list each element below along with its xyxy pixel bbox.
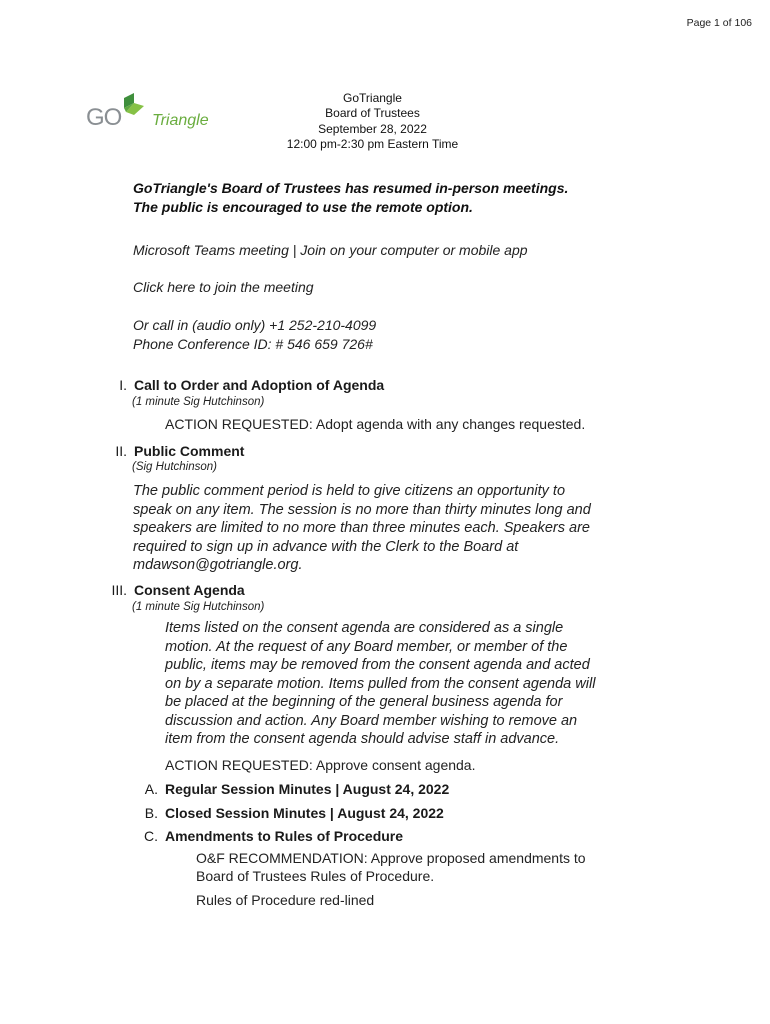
- description-line: required to sign up in advance with the Clerk to the Board at: [133, 538, 519, 555]
- description-line: on by a separate motion. Items pulled from the consent agenda will: [165, 675, 596, 692]
- section-title: Consent Agenda: [134, 582, 245, 598]
- rules-redlined-link[interactable]: Rules of Procedure red-lined: [196, 892, 375, 908]
- description-line: motion. At the request of any Board member, or member of the: [165, 638, 568, 655]
- page-indicator: Page 1 of 106: [686, 17, 752, 29]
- description-line: speak on any item. The session is no more than thirty minutes long and: [133, 501, 591, 518]
- subitem-closed-minutes[interactable]: Closed Session Minutes | August 24, 2022: [165, 805, 444, 821]
- consent-agenda-description: [165, 619, 615, 749]
- section-number: II.: [115, 443, 127, 459]
- notice-line-2: The public is encouraged to use the remote option.: [133, 199, 473, 215]
- conference-id-text: Phone Conference ID: # 546 659 726#: [133, 336, 373, 352]
- header-org: GoTriangle: [343, 91, 402, 105]
- subitem-regular-minutes[interactable]: Regular Session Minutes | August 24, 2022: [165, 781, 450, 797]
- join-meeting-link[interactable]: Click here to join the meeting: [133, 279, 314, 295]
- description-line: item from the consent agenda should advise staff in advance.: [165, 731, 560, 747]
- section-presenter: (1 minute Sig Hutchinson): [132, 601, 265, 613]
- action-requested: ACTION REQUESTED: Approve consent agenda.: [165, 757, 476, 773]
- description-line: mdawson@gotriangle.org.: [133, 557, 303, 573]
- subitem-letter: B.: [144, 805, 158, 821]
- header-time: 12:00 pm-2:30 pm Eastern Time: [286, 137, 459, 151]
- notice-line-1: GoTriangle's Board of Trustees has resumed in-person meetings.: [133, 180, 569, 196]
- teams-meeting-text: Microsoft Teams meeting | Join on your computer or mobile app: [133, 242, 528, 258]
- subitem-letter: A.: [144, 781, 158, 797]
- section-title: Call to Order and Adoption of Agenda: [134, 377, 385, 393]
- public-comment-description: [133, 482, 613, 575]
- action-requested: ACTION REQUESTED: Adopt agenda with any changes requested.: [165, 416, 586, 432]
- call-in-text: Or call in (audio only) +1 252-210-4099: [133, 317, 377, 333]
- description-line: be placed at the beginning of the general business agenda for: [165, 694, 563, 710]
- header-board: Board of Trustees: [325, 106, 420, 120]
- section-title: Public Comment: [134, 443, 245, 459]
- logo-go-text: GO: [86, 104, 122, 131]
- section-presenter: (1 minute Sig Hutchinson): [132, 396, 265, 408]
- description-line: speakers are limited to no more than three minutes each. Speakers are: [133, 520, 590, 536]
- subitem-rules-amendments[interactable]: Amendments to Rules of Procedure: [165, 828, 404, 844]
- subitem-letter: C.: [144, 828, 158, 844]
- description-line: discussion and action. Any Board member wishing to remove an: [165, 712, 578, 729]
- section-number: I.: [119, 377, 127, 393]
- description-line: Items listed on the consent agenda are considered as a single: [165, 620, 564, 636]
- description-line: public, items may be removed from the consent agenda and acted: [165, 657, 590, 673]
- recommendation-line: Board of Trustees Rules of Procedure.: [196, 868, 435, 884]
- recommendation-line: O&F RECOMMENDATION: Approve proposed amendments to: [196, 850, 586, 866]
- logo-triangle-text: Triangle: [152, 112, 209, 129]
- section-number: III.: [111, 582, 127, 598]
- description-line: The public comment period is held to give citizens an opportunity to: [133, 483, 566, 499]
- header-date: September 28, 2022: [318, 122, 427, 136]
- section-presenter: (Sig Hutchinson): [132, 461, 218, 473]
